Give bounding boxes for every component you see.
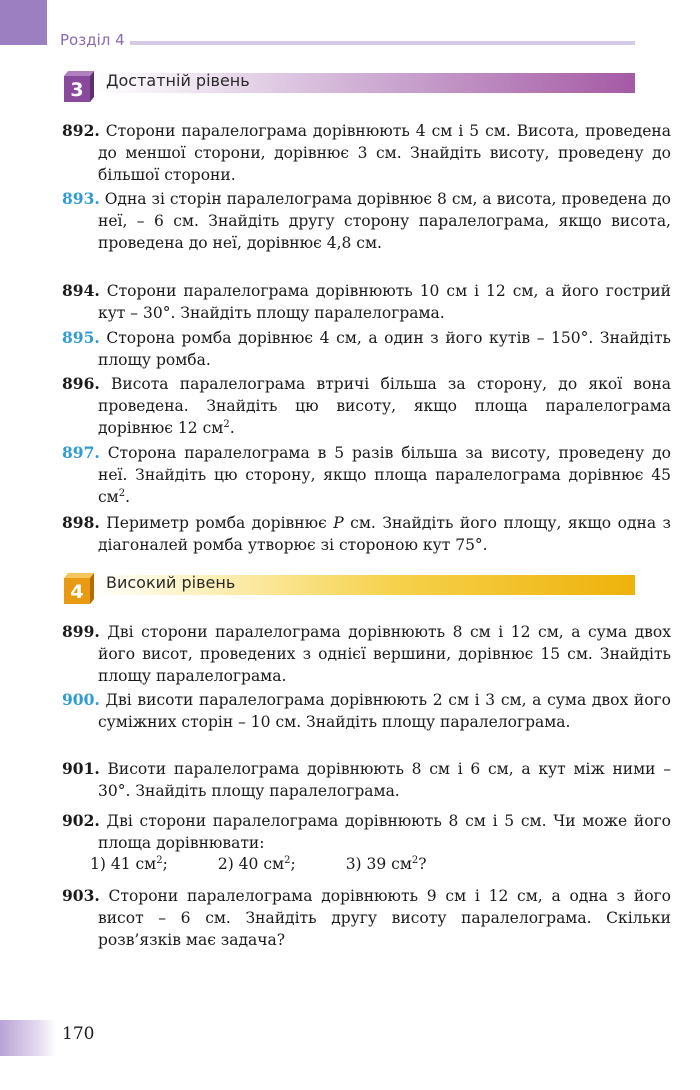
- problem-text: Дві сторони паралелограма дорівнюють 8 см і 5 см. Чи може його площа дорівнювати:: [98, 812, 671, 852]
- problem-text: Периметр ромба дорівнює: [106, 514, 334, 532]
- section-banner-level-3: [62, 69, 635, 103]
- problem-number: 899.: [62, 622, 100, 641]
- problem-text: Сторони паралелограма дорівнюють 10 см і 12 см, а його гострий кут – 30°. Знайдіть площу паралелограма.: [98, 282, 671, 322]
- problem-text: Сторони паралелограма дорівнюють 4 см і 5 см. Висота, проведена до меншої сторони, дорівнює 3 см. Знайдіть висоту, проведену до більшої сторони.: [98, 122, 671, 184]
- problem-number: 893.: [62, 189, 100, 208]
- section-title: Достатній рівень: [106, 71, 250, 90]
- problem-text: Дві висоти паралелограма дорівнюють 2 см і 3 см, а сума двох його суміжних сторін – 10 см. Знайдіть площу паралелограма.: [98, 691, 672, 731]
- option-2: 2) 40 $см^2$;: [217, 854, 296, 873]
- problem-number: 892.: [62, 121, 100, 140]
- level-cube-icon: [62, 571, 96, 605]
- corner-decoration-top: [0, 0, 47, 45]
- chapter-rule: [130, 41, 635, 45]
- chapter-label: Розділ 4: [60, 31, 125, 49]
- problem-903: [62, 885, 671, 951]
- problem-number: 895.: [62, 328, 100, 347]
- problem-text: Висоти паралелограма дорівнюють 8 см і 6 см, а кут між ними – 30°. Знайдіть площу паралелограма.: [98, 760, 671, 800]
- option-3: 3) 39 $см^2$?: [345, 854, 427, 873]
- problem-896: [62, 373, 671, 439]
- problem-text: Одна зі сторін паралелограма дорівнює 8 см, а висота, проведена до неї, – 6 см. Знайдіть другу сторону паралелограма, якщо висота, проведена до неї, дорівнює 4,8 см.: [98, 190, 671, 252]
- problem-898: [62, 512, 671, 556]
- problem-text: Дві сторони паралелограма дорівнюють 8 см і 12 см, а сума двох його висот, проведених з однієї вершини, дорівнює 15 см. Знайдіть площу паралелограма.: [98, 623, 671, 685]
- section-title: Високий рівень: [106, 573, 236, 592]
- problem-900: [62, 689, 671, 733]
- problem-number: 896.: [62, 374, 100, 393]
- corner-decoration-bottom: [0, 1020, 56, 1056]
- problem-number: 901.: [62, 759, 100, 778]
- problem-text: Висота паралелограма втричі більша за сторону, до якої вона проведена. Знайдіть цю висоту, якщо площа паралелограма дорівнює 12 см: [98, 375, 671, 437]
- problem-895: [62, 327, 671, 371]
- variable: P: [333, 514, 344, 532]
- problem-893: [62, 188, 671, 254]
- level-cube-icon: [62, 69, 96, 103]
- level-number: 3: [70, 79, 84, 101]
- option-1: 1) 41 $см^2$;: [90, 854, 168, 873]
- superscript: 2: [223, 418, 230, 430]
- problem-number: 897.: [62, 443, 100, 462]
- problem-899: [62, 621, 671, 687]
- problem-text: Сторони паралелограма дорівнюють 9 см і 12 см, а одна з його висот – 6 см. Знайдіть другу висоту паралелограма. Скільки розв’язків має задача?: [98, 887, 671, 949]
- problem-892: [62, 120, 671, 186]
- level-number: 4: [70, 581, 84, 603]
- problem-902: [62, 810, 671, 854]
- problem-number: 902.: [62, 811, 100, 830]
- superscript: 2: [118, 487, 126, 499]
- problem-number: 898.: [62, 513, 100, 532]
- problem-text-tail: .: [229, 419, 235, 437]
- answer-options: [90, 853, 477, 875]
- problem-894: [62, 280, 671, 324]
- section-banner-level-4: [62, 571, 635, 605]
- problem-number: 903.: [62, 886, 100, 905]
- problem-number: 894.: [62, 281, 100, 300]
- problem-number: 900.: [62, 690, 100, 709]
- page-number: 170: [62, 1024, 95, 1044]
- problem-901: [62, 758, 671, 802]
- problem-text: Сторона ромба дорівнює 4 см, а один з його кутів – 150°. Знайдіть площу ромба.: [98, 329, 671, 369]
- problem-897: [62, 442, 671, 508]
- problem-text-tail: .: [125, 488, 131, 506]
- problem-text: Сторона паралелограма в 5 разів більша за висоту, проведену до неї. Знайдіть цю сторону, якщо площа паралелограма дорівнює 45 см: [98, 444, 671, 506]
- problem-text: см. Знайдіть його площу, якщо одна з діагоналей ромба утворює зі стороною кут 75°.: [98, 514, 671, 554]
